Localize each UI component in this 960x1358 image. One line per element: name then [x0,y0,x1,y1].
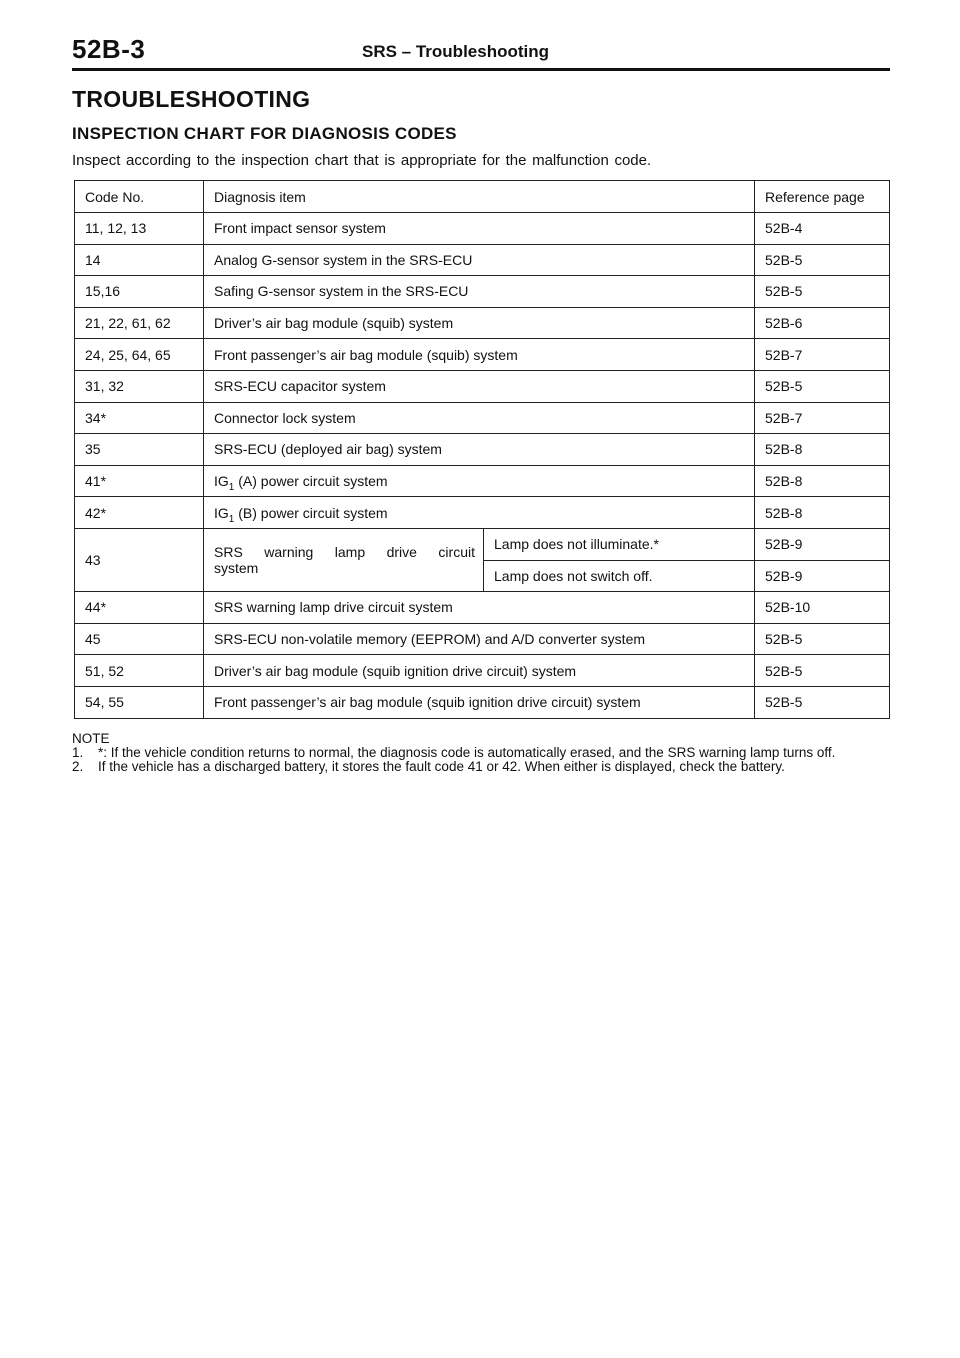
table-row [75,528,890,560]
page-number: 52B-3 [72,34,146,64]
ref-cell: 52B-8 [755,434,890,466]
ref-cell: 52B-8 [755,465,890,497]
item-subscript: 1 [228,481,235,493]
table-row [75,592,890,624]
code-cell: 42* [75,497,204,529]
code-cell: 34* [75,402,204,434]
item-cell: Safing G-sensor system in the SRS-ECU [204,276,755,308]
ref-cell: 52B-5 [755,370,890,402]
inspection-chart-table [74,180,890,719]
ref-cell: 52B-5 [755,686,890,718]
item-cell: SRS warning lamp drive circuit system [204,592,755,624]
ref-cell: 52B-7 [755,339,890,371]
code-cell: 14 [75,244,204,276]
code-cell: 35 [75,434,204,466]
table-row [75,244,890,276]
ref-cell: 52B-10 [755,592,890,624]
table-row [75,213,890,245]
item-prefix: IG [214,504,229,521]
table-row [75,623,890,655]
note-text: *: If the vehicle condition returns to normal, the diagnosis code is automatically erased, and the SRS warning lamp turns off. [98,745,836,760]
code-cell: 51, 52 [75,655,204,687]
note-number: 2. [72,759,84,774]
code-cell: 15,16 [75,276,204,308]
ref-cell: 52B-5 [755,244,890,276]
note-number: 1. [72,745,84,760]
code-cell: 11, 12, 13 [75,213,204,245]
item-cell [204,528,484,591]
note-text: If the vehicle has a discharged battery, it stores the fault code 41 or 42. When either is displayed, check the battery. [98,759,785,774]
ref-cell: 52B-5 [755,623,890,655]
code-cell: 44* [75,592,204,624]
note-item [72,746,892,760]
item-cell [204,497,755,529]
condition-cell: Lamp does not switch off. [484,560,755,592]
condition-cell: Lamp does not illuminate.* [484,528,755,560]
item-line: SRS warning lamp drive circuit [214,544,475,561]
item-cell: Driver’s air bag module (squib ignition drive circuit) system [204,655,755,687]
column-header-ref: Reference page [755,181,890,213]
item-cell: SRS-ECU non-volatile memory (EEPROM) and A/D converter system [204,623,755,655]
intro-text: Inspect according to the inspection chart that is appropriate for the malfunction code. [72,152,652,169]
code-cell: 41* [75,465,204,497]
note-item [72,760,892,774]
ref-cell: 52B-8 [755,497,890,529]
ref-cell: 52B-4 [755,213,890,245]
table-header-row [75,181,890,213]
item-cell: Driver’s air bag module (squib) system [204,307,755,339]
item-suffix: (B) power circuit system [234,504,388,521]
item-cell [204,465,755,497]
page-header [72,34,890,71]
item-cell: SRS-ECU capacitor system [204,370,755,402]
code-cell: 24, 25, 64, 65 [75,339,204,371]
column-header-code: Code No. [75,181,204,213]
ref-cell: 52B-7 [755,402,890,434]
table-row [75,655,890,687]
ref-cell: 52B-5 [755,276,890,308]
item-cell: Connector lock system [204,402,755,434]
note-label: NOTE [72,731,110,746]
ref-cell: 52B-9 [755,528,890,560]
item-suffix: (A) power circuit system [234,473,388,490]
table-row [75,497,890,529]
ref-cell: 52B-6 [755,307,890,339]
item-subscript: 1 [228,513,235,525]
code-cell: 54, 55 [75,686,204,718]
table-row [75,434,890,466]
item-cell: Front impact sensor system [204,213,755,245]
section-title: SRS – Troubleshooting [362,42,550,61]
table-row [75,402,890,434]
table-row [75,307,890,339]
code-cell: 43 [75,528,204,591]
code-cell: 45 [75,623,204,655]
item-cell: Front passenger’s air bag module (squib ignition drive circuit) system [204,686,755,718]
table-row [75,276,890,308]
column-header-item: Diagnosis item [204,181,755,213]
ref-cell: 52B-5 [755,655,890,687]
chart-heading: INSPECTION CHART FOR DIAGNOSIS CODES [72,124,457,143]
ref-cell: 52B-9 [755,560,890,592]
note-section [72,732,892,774]
item-cell: Analog G-sensor system in the SRS-ECU [204,244,755,276]
item-cell: Front passenger’s air bag module (squib) system [204,339,755,371]
item-prefix: IG [214,473,229,490]
item-cell: SRS-ECU (deployed air bag) system [204,434,755,466]
table-row [75,465,890,497]
page-heading: TROUBLESHOOTING [72,86,311,112]
item-line: system [214,560,259,577]
code-cell: 31, 32 [75,370,204,402]
code-cell: 21, 22, 61, 62 [75,307,204,339]
table-row [75,339,890,371]
table-row [75,370,890,402]
table-row [75,686,890,718]
